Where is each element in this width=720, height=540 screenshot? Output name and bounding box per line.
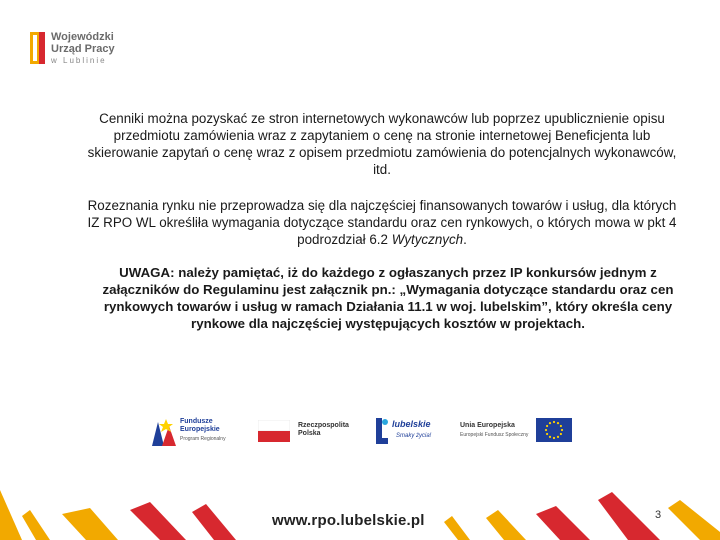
eu-flag-icon bbox=[536, 418, 572, 442]
footer-url[interactable]: www.rpo.lubelskie.pl bbox=[272, 512, 425, 529]
lubelskie-logo bbox=[370, 404, 450, 460]
paragraph-3-text: UWAGA: należy pamiętać, iż do każdego z ogłaszanych przez IP konkursów jednym z załączników do Regulaminu jest załącznik pn.: „Wymagania dotyczące standardu oraz cen rynkowych towarów i usług w ramach Działania 11.1 w woj. lubelskim”, który określa ceny rynkowe dla najczęściej występujących kosztów w projektach. bbox=[102, 265, 674, 331]
wup-logo-line1: Wojewódzki bbox=[51, 31, 114, 43]
fe-line2: Europejskie bbox=[180, 426, 220, 433]
wup-logo bbox=[30, 30, 130, 70]
fe-star-icon bbox=[152, 416, 178, 446]
wup-logo-line2: Urząd Pracy bbox=[51, 43, 115, 55]
lubelskie-l-icon bbox=[372, 416, 390, 446]
rp-line1: Rzeczpospolita bbox=[298, 422, 349, 429]
polish-flag-icon bbox=[258, 420, 290, 442]
fe-line3: Program Regionalny bbox=[180, 436, 226, 442]
funding-logos bbox=[150, 404, 590, 460]
wup-logo-text bbox=[51, 31, 115, 66]
ue-line2: Europejski Fundusz Społeczny bbox=[460, 432, 529, 438]
paragraph-market-survey bbox=[86, 197, 678, 248]
ue-line1: Unia Europejska bbox=[460, 422, 515, 429]
wup-logo-icon bbox=[30, 32, 46, 64]
lubelskie-name: lubelskie bbox=[392, 419, 431, 429]
unia-europejska-logo bbox=[460, 404, 580, 460]
paragraph-2-italic: Wytycznych bbox=[391, 232, 464, 247]
paragraph-2-text bbox=[86, 197, 678, 248]
footer-decoration bbox=[0, 480, 720, 540]
rp-line2: Polska bbox=[298, 430, 321, 437]
paragraph-2-main: Rozeznania rynku nie przeprowadza się dla najczęściej finansowanych towarów i usług, dla których IZ RPO WL określiła wymagania dotyczące standardu oraz cen rynkowych, o których mowa w pkt 4 podrozdział 6.2 bbox=[87, 198, 677, 247]
fundusze-europejskie-logo bbox=[150, 404, 242, 460]
paragraph-warning bbox=[84, 264, 692, 332]
fe-line1: Fundusze bbox=[180, 418, 213, 425]
paragraph-1-text: Cenniki można pozyskać ze stron internetowych wykonawców lub poprzez upublicznienie opisu przedmiotu zamówienia wraz z zapytaniem o cenę na stronie internetowej Beneficjenta lub skierowanie zapytań o cenę wraz z opisem przedmiotu zamówienia do potencjalnych wykonawców, itd. bbox=[87, 111, 677, 177]
paragraph-2-end: . bbox=[463, 232, 467, 247]
page-number: 3 bbox=[655, 509, 662, 521]
wup-logo-line3: w Lublinie bbox=[51, 56, 107, 65]
rzeczpospolita-polska-logo bbox=[252, 404, 362, 460]
paragraph-price-lists bbox=[86, 110, 678, 178]
footer bbox=[0, 480, 720, 540]
lubelskie-slogan: Smaky życia! bbox=[396, 433, 432, 439]
